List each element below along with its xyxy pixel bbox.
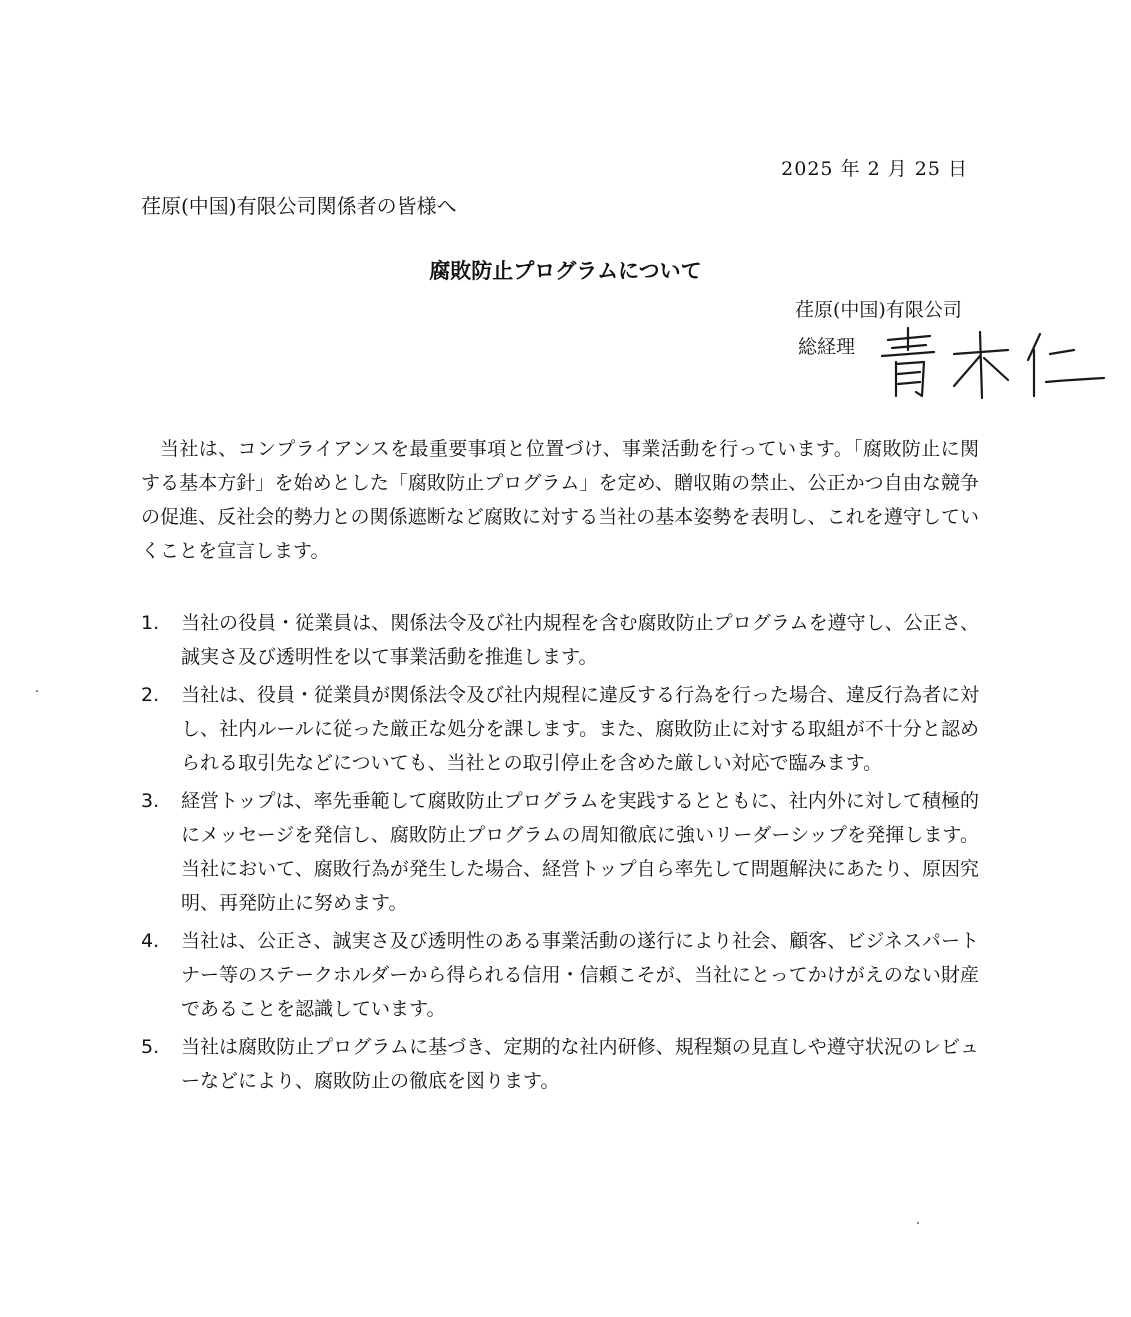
recipient-line: 荏原(中国)有限公司関係者の皆様へ: [141, 194, 457, 218]
document-date: 2025 年 2 月 25 日: [781, 158, 968, 180]
list-item-text: 当社は腐敗防止プログラムに基づき、定期的な社内研修、規程類の見直しや遵守状況のレビューなどにより、腐敗防止の徹底を図ります。: [181, 1036, 979, 1092]
list-item: [141, 1030, 979, 1098]
sender-company: 荏原(中国)有限公司: [795, 299, 962, 321]
commitment-list: [141, 606, 979, 1102]
list-item-number: 1.: [141, 612, 160, 634]
list-item: [141, 606, 979, 674]
list-item-text: 経営トップは、率先垂範して腐敗防止プログラムを実践するとともに、社内外に対して積極的にメッセージを発信し、腐敗防止プログラムの周知徹底に強いリーダーシップを発揮します。当社において、腐敗行為が発生した場合、経営トップ自ら率先して問題解決にあたり、原因究明、再発防止に努めます。: [181, 790, 979, 914]
handwritten-signature: [868, 320, 1108, 400]
list-item-text: 当社の役員・従業員は、関係法令及び社内規程を含む腐敗防止プログラムを遵守し、公正さ、誠実さ及び透明性を以て事業活動を推進します。: [181, 612, 979, 668]
document-title: 腐敗防止プログラムについて: [429, 258, 702, 283]
list-item-number: 3.: [141, 790, 160, 812]
list-item: [141, 924, 979, 1026]
list-item-number: 4.: [141, 930, 160, 952]
list-item: [141, 678, 979, 780]
sender-role: 総経理: [798, 336, 856, 358]
list-item-number: 5.: [141, 1036, 160, 1058]
list-item: [141, 784, 979, 920]
intro-paragraph: 当社は、コンプライアンスを最重要事項と位置づけ、事業活動を行っています。「腐敗防止に関する基本方針」を始めとした「腐敗防止プログラム」を定め、贈収賄の禁止、公正かつ自由な競争の促進、反社会的勢力との関係遮断など腐敗に対する当社の基本姿勢を表明し、これを遵守していくことを宣言します。: [141, 438, 979, 562]
scan-speck: [36, 690, 38, 692]
list-item-text: 当社は、役員・従業員が関係法令及び社内規程に違反する行為を行った場合、違反行為者に対し、社内ルールに従った厳正な処分を課します。また、腐敗防止に対する取組が不十分と認められる取引先などについても、当社との取引停止を含めた厳しい対応で臨みます。: [181, 684, 980, 774]
scan-speck: [917, 1222, 919, 1224]
list-item-number: 2.: [141, 684, 160, 706]
list-item-text: 当社は、公正さ、誠実さ及び透明性のある事業活動の遂行により社会、顧客、ビジネスパートナー等のステークホルダーから得られる信用・信頼こそが、当社にとってかけがえのない財産であることを認識しています。: [181, 930, 979, 1020]
